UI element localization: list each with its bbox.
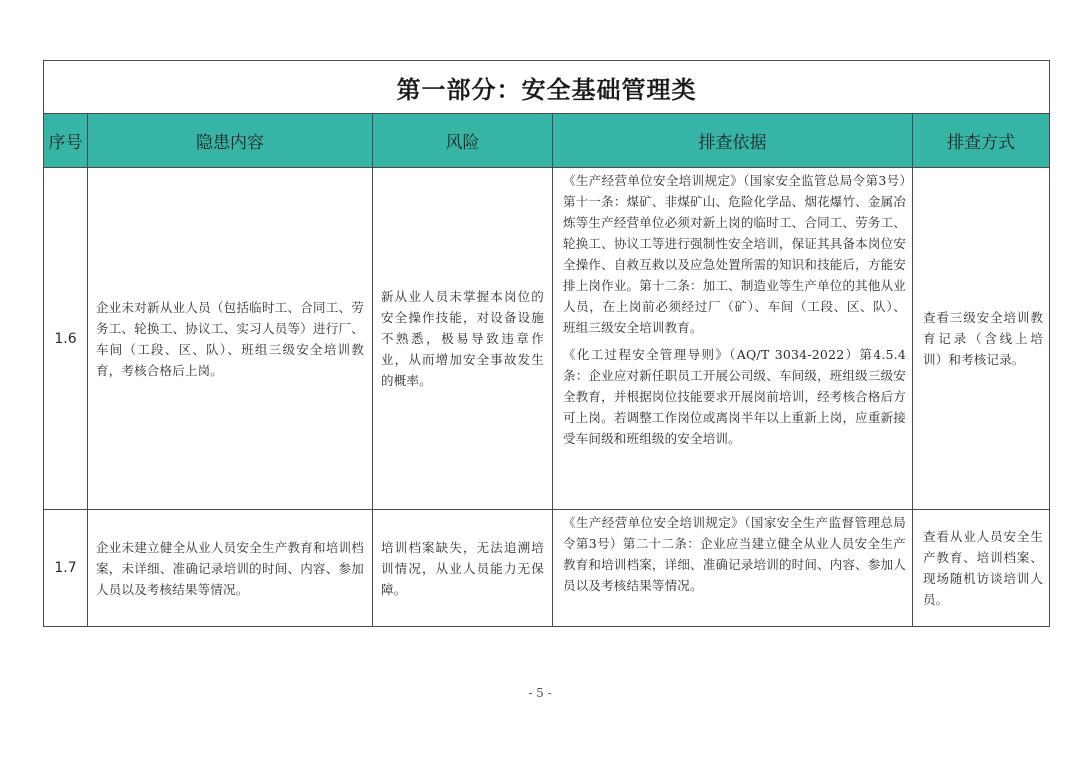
row-content: 企业未建立健全从业人员安全生产教育和培训档案，未详细、准确记录培训的时间、内容、参加人员以及考核结果等情况。 (88, 510, 373, 627)
row-basis (553, 168, 913, 510)
header-risk: 风险 (373, 114, 553, 168)
row-seq: 1.6 (44, 168, 88, 510)
header-basis: 排查依据 (553, 114, 913, 168)
row-risk: 培训档案缺失，无法追溯培训情况，从业人员能力无保障。 (373, 510, 553, 627)
table-title: 第一部分：安全基础管理类 (44, 61, 1050, 114)
header-seq: 序号 (44, 114, 88, 168)
hazard-table (43, 60, 1050, 627)
row-risk: 新从业人员未掌握本岗位的安全操作技能，对设备设施不熟悉，极易导致违章作业，从而增加安全事故发生的概率。 (373, 168, 553, 510)
row-method: 查看从业人员安全生产教育、培训档案、现场随机访谈培训人员。 (913, 510, 1050, 627)
basis-paragraph: 《化工过程安全管理导则》（AQ/T 3034-2022）第4.5.4条：企业应对新任职员工开展公司级、车间级，班组级三级安全教育，并根据岗位技能要求开展岗前培训，经考核合格后方可上岗。若调整工作岗位或离岗半年以上重新上岗，应重新接受车间级和班组级的安全培训。 (563, 347, 906, 446)
basis-paragraph: 《生产经营单位安全培训规定》（国家安全监管总局令第3号）第十一条：煤矿、非煤矿山、危险化学品、烟花爆竹、金属冶炼等生产经营单位必须对新上岗的临时工、合同工、劳务工、轮换工、协议工等进行强制性安全培训，保证其具备本岗位安全操作、自救互救以及应急处置所需的知识和技能后，方能安排上岗作业。第十二条：加工、制造业等生产单位的其他从业人员，在上岗前必须经过厂（矿）、车间（工段、区、队）、班组三级安全培训教育。 (563, 173, 906, 335)
row-method: 查看三级安全培训教育记录（含线上培训）和考核记录。 (913, 168, 1050, 510)
row-basis (553, 510, 913, 627)
table-row (44, 510, 1050, 627)
header-method: 排查方式 (913, 114, 1050, 168)
table-header-row (44, 114, 1050, 168)
table-row (44, 168, 1050, 510)
header-content: 隐患内容 (88, 114, 373, 168)
page-number: - 5 - (528, 686, 552, 700)
row-seq: 1.7 (44, 510, 88, 627)
basis-paragraph: 《生产经营单位安全培训规定》（国家安全生产监督管理总局令第3号）第二十二条：企业应当建立健全从业人员安全生产教育和培训档案，详细、准确记录培训的时间、内容、参加人员以及考核结果等情况。 (563, 515, 906, 593)
row-content: 企业未对新从业人员（包括临时工、合同工、劳务工、轮换工、协议工、实习人员等）进行厂、车间（工段、区、队）、班组三级安全培训教育，考核合格后上岗。 (88, 168, 373, 510)
